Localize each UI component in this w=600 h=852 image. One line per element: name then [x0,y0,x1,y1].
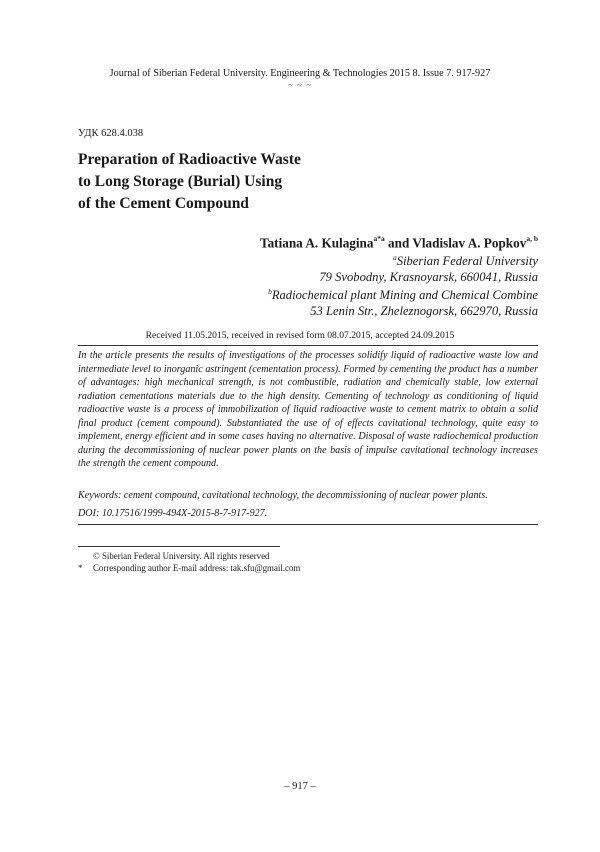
author-connector: and [384,235,413,251]
footnote-rule [78,546,280,547]
title-line: of the Cement Compound [78,195,249,212]
affiliation-line [268,287,538,303]
keywords: Keywords: cement compound, cavitational technology, the decommissioning of nuclear power plants. [78,490,488,501]
affiliation-text: Radiochemical plant Mining and Chemical Combine [271,288,538,303]
footnote-mark: * [78,563,83,573]
title-line: to Long Storage (Burial) Using [78,173,283,190]
affiliation-text: 79 Svobodny, Krasnoyarsk, 660041, Russia [319,270,538,284]
page-number: – 917 – [284,781,316,792]
author-affiliation-mark: a, b [526,234,538,243]
udk-code: УДК 628.4.038 [78,128,144,139]
abstract: In the article presents the results of investigations of the processes solidify liquid of radioactive waste low and intermediate level to inorganic astringent (cementation process). Formed by cementing the product has a number of advantages: high mechanical strength, is not combustible, radiation and chemically stable, low external radiation cementations materials due to the high density. Cementing of technology as conditioning of liquid radioactive waste is a process of immobilization of liquid radioactive waste to cement matrix to obtain a solid final product (cement compound). Substantiated the use of of effects cavitational technology, quite easy to implement, energy efficient and in some cases having no alternative. Disposal of waste radiochemical production during the decommissioning of nuclear power plants on the basis of impulse cavitational technology increases the strength the cement compound. [78,350,538,469]
corresponding-text: Corresponding author E-mail address: tak.sfu@gmail.com [93,563,301,573]
affiliation-line [319,270,538,285]
abstract-bottom-rule [78,524,538,525]
affiliation-text: Siberian Federal University [396,254,538,269]
affiliation-line [393,253,538,269]
doi: DOI: 10.17516/1999-494X-2015-8-7-917-927. [78,508,268,519]
author-affiliation-mark: a*a [373,234,385,243]
header-separator: ~ ~ ~ [287,80,313,90]
affiliation-line [310,304,538,319]
title-line: Preparation of Radioactive Waste [78,151,301,168]
author-name: Tatiana A. Kulagina [260,235,374,251]
author-name: Vladislav A. Popkov [412,235,527,251]
affiliation-mark: b [268,287,272,296]
abstract-top-rule [78,345,538,346]
copyright-footnote: © Siberian Federal University. All rights reserved [93,551,270,561]
affiliation-text: 53 Lenin Str., Zheleznogorsk, 662970, Russia [310,304,538,318]
affiliation-mark: a [392,253,397,262]
corresponding-footnote [78,563,300,574]
journal-header: Journal of Siberian Federal University. Engineering & Technologies 2015 8. Issue 7. 917-927 [109,68,491,79]
article-title [78,149,301,215]
author-list [260,235,538,251]
received-dates: Received 11.05.2015, received in revised form 08.07.2015, accepted 24.09.2015 [145,330,455,341]
